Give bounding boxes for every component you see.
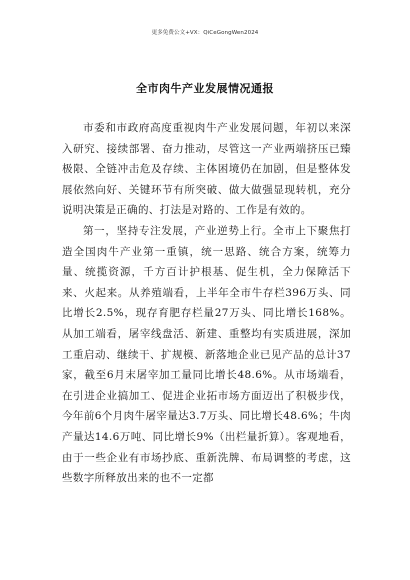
header-note: 更多免费公文+VX：QiCeGongWen2024 <box>151 30 259 36</box>
document-body <box>62 118 351 489</box>
document-title: 全市肉牛产业发展情况通报 <box>136 82 274 95</box>
paragraph-intro: 市委和市政府高度重视肉牛产业发展问题，年初以来深入研究、接续部署、奋力推动，尽管这一产业两端挤压已臻极限、全链冲击危及存续、主体困境仍在加剧，但是整体发展依然向好、关键环节有所突破、做大做强显现转机，充分说明决策是正确的、打法是对路的、工作是有效的。 <box>62 122 351 217</box>
paragraph-first-point: 第一，坚持专注发展，产业逆势上行。全市上下聚焦打造全国肉牛产业第一重镇，统一思路、统合方案，统筹力量、统揽资源，千方百计护根基、促生机，全力保障活下来、火起来。从养殖端看，上半年全市牛存栏396万头、同比增长2.5%，现存育肥存栏量27万头、同比增长168%。从加工端看，屠宰线盘活、新建、重整均有实质进展，深加工重启动、继续干、扩规模、新落地企业已见产品的总计37家，截至6月末屠宰加工量同比增长48.6%。从市场端看，在引进企业搞加工、促进企业拓市场方面迈出了积极步伐，今年前6个月肉牛屠宰量达3.7万头、同比增长48.6%；牛肉产量达14.6万吨、同比增长9%（出栏量折算）。客观地看，由于一些企业有市场抄底、重新洗牌、布局调整的考虑，这些数字所释放出来的也不一定都 <box>62 224 351 485</box>
